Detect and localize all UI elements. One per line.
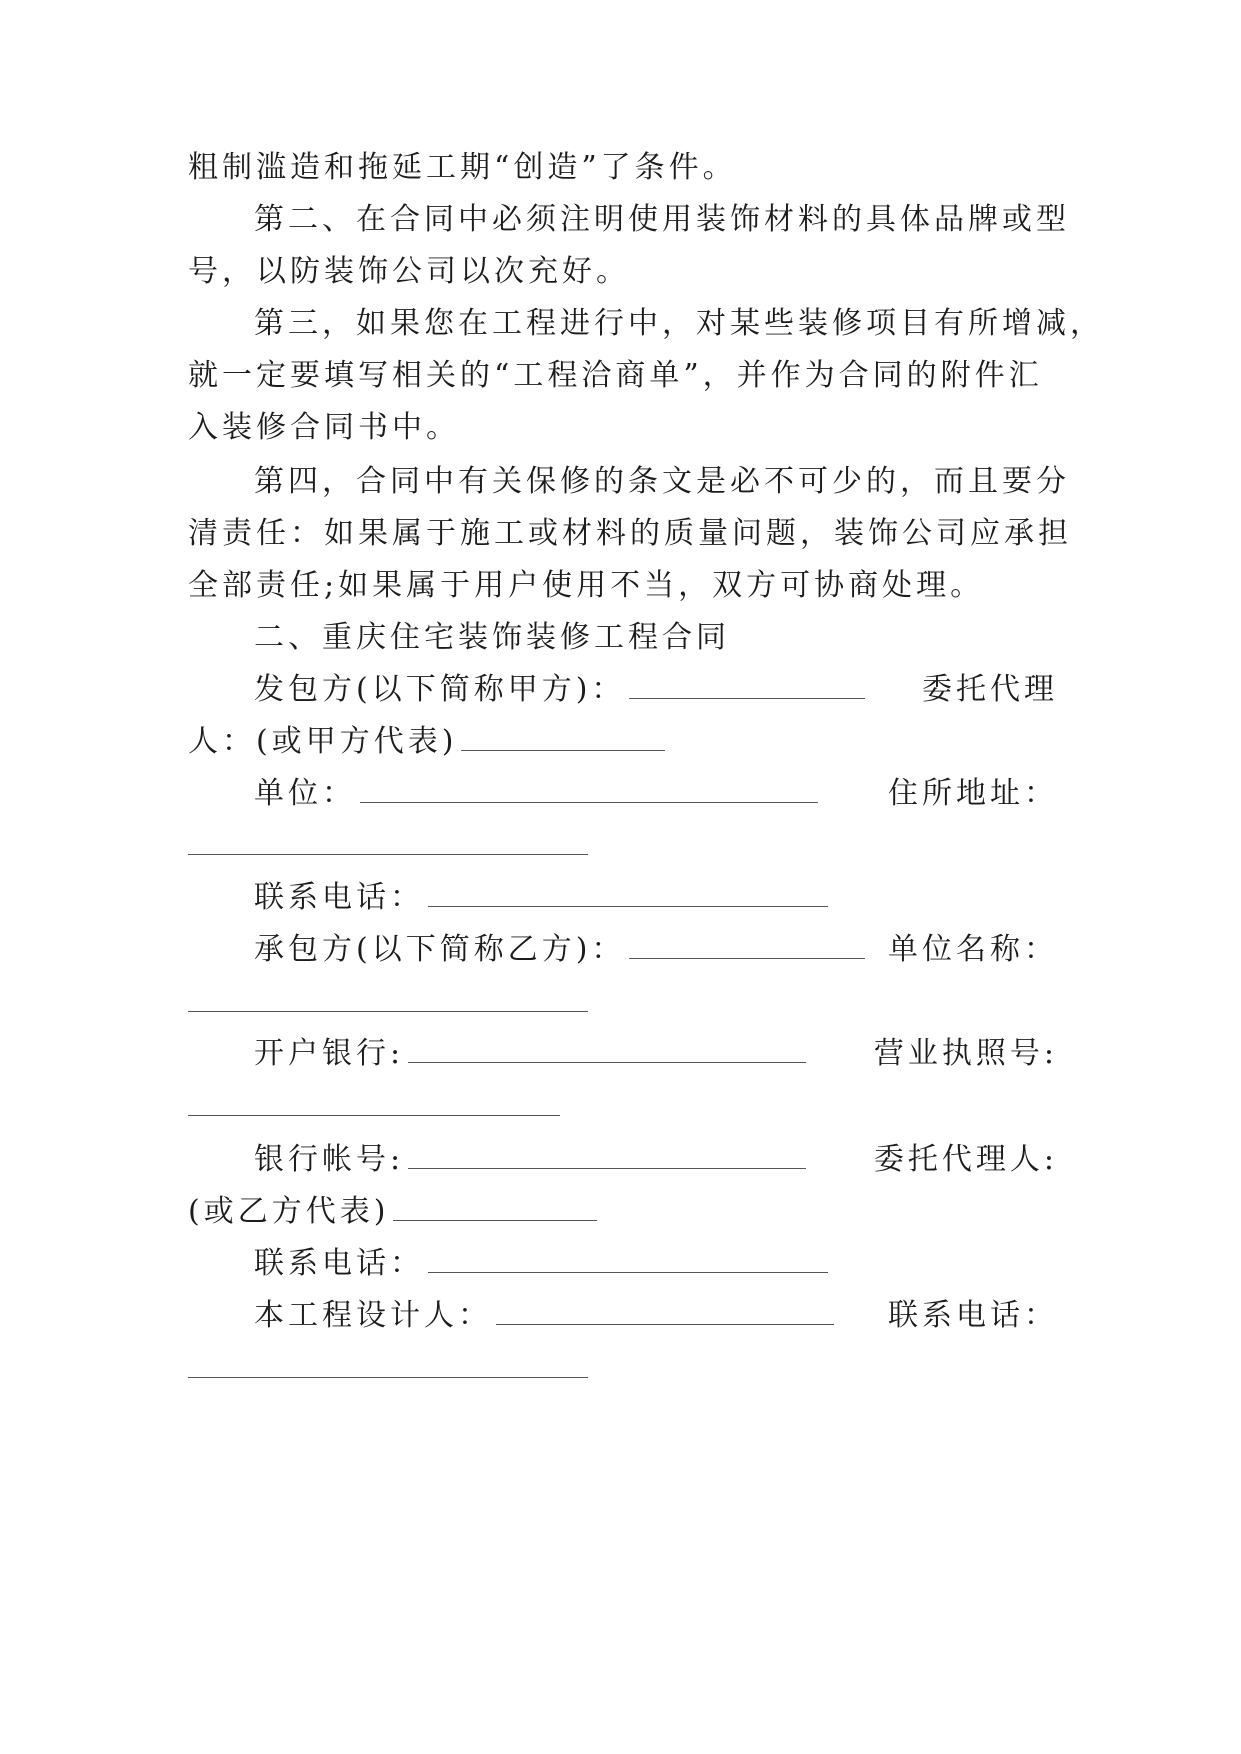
phone-b-label: 联系电话： — [254, 1246, 424, 1281]
address-label: 住所地址： — [888, 776, 1058, 811]
address-blank[interactable] — [188, 853, 588, 855]
designer-label: 本工程设计人： — [254, 1298, 492, 1333]
party-a-blank[interactable] — [629, 696, 865, 699]
unit-label: 单位： — [254, 776, 356, 811]
designer-phone-blank[interactable] — [188, 1376, 588, 1378]
account-label: 银行帐号: — [254, 1142, 405, 1177]
paragraph-line: 号，以防装饰公司以次充好。 — [188, 254, 630, 289]
paragraph-line: 第三，如果您在工程进行中，对某些装修项目有所增减， — [254, 306, 1104, 341]
agent-a-label: 委托代理 — [922, 672, 1058, 707]
account-row — [254, 1138, 1058, 1182]
designer-row — [254, 1294, 1058, 1338]
phone-a-label: 联系电话： — [254, 880, 424, 915]
unit-name-label: 单位名称： — [888, 932, 1058, 967]
account-blank[interactable] — [408, 1166, 806, 1169]
document-page — [188, 0, 1104, 1754]
phone-b-row — [254, 1242, 832, 1286]
phone-a-blank[interactable] — [428, 904, 828, 907]
section-title: 二、重庆住宅装饰装修工程合同 — [254, 620, 730, 655]
paragraph-line: 第四，合同中有关保修的条文是必不可少的，而且要分 — [254, 464, 1070, 499]
agent-b-label: 委托代理人: — [873, 1142, 1058, 1177]
paragraph-line: 全部责任;如果属于用户使用不当，双方可协商处理。 — [188, 568, 985, 603]
unit-name-blank[interactable] — [188, 1010, 588, 1012]
bank-blank[interactable] — [408, 1060, 806, 1063]
paragraph-line: 就一定要填写相关的“工程洽商单”，并作为合同的附件汇 — [188, 358, 1043, 393]
phone-b-blank[interactable] — [428, 1270, 828, 1273]
party-a-row — [254, 668, 1058, 712]
unit-blank[interactable] — [360, 800, 818, 803]
paragraph-line: 第二、在合同中必须注明使用装饰材料的具体品牌或型 — [254, 202, 1070, 237]
agent-a-row — [188, 720, 669, 764]
paragraph-line: 入装修合同书中。 — [188, 410, 460, 445]
agent-b-blank[interactable] — [393, 1218, 597, 1221]
agent-b-row — [188, 1190, 601, 1234]
license-label: 营业执照号: — [873, 1036, 1058, 1071]
agent-a-label-cont: 人：(或甲方代表) — [188, 724, 458, 759]
party-b-label: 承包方(以下简称乙方)： — [254, 932, 626, 967]
party-b-blank[interactable] — [629, 956, 865, 959]
designer-phone-label: 联系电话： — [888, 1298, 1058, 1333]
paragraph-line: 清责任：如果属于施工或材料的质量问题，装饰公司应承担 — [188, 516, 1072, 551]
license-blank[interactable] — [188, 1114, 560, 1116]
agent-a-blank[interactable] — [461, 748, 665, 751]
party-a-label: 发包方(以下简称甲方)： — [254, 672, 626, 707]
party-b-row — [254, 928, 1058, 972]
bank-label: 开户银行: — [254, 1036, 405, 1071]
designer-blank[interactable] — [496, 1322, 834, 1325]
unit-row — [254, 772, 1058, 816]
agent-b-label-cont: (或乙方代表) — [188, 1194, 390, 1229]
paragraph-line: 粗制滥造和拖延工期“创造”了条件。 — [188, 150, 737, 185]
bank-row — [254, 1032, 1058, 1076]
phone-a-row — [254, 876, 832, 920]
